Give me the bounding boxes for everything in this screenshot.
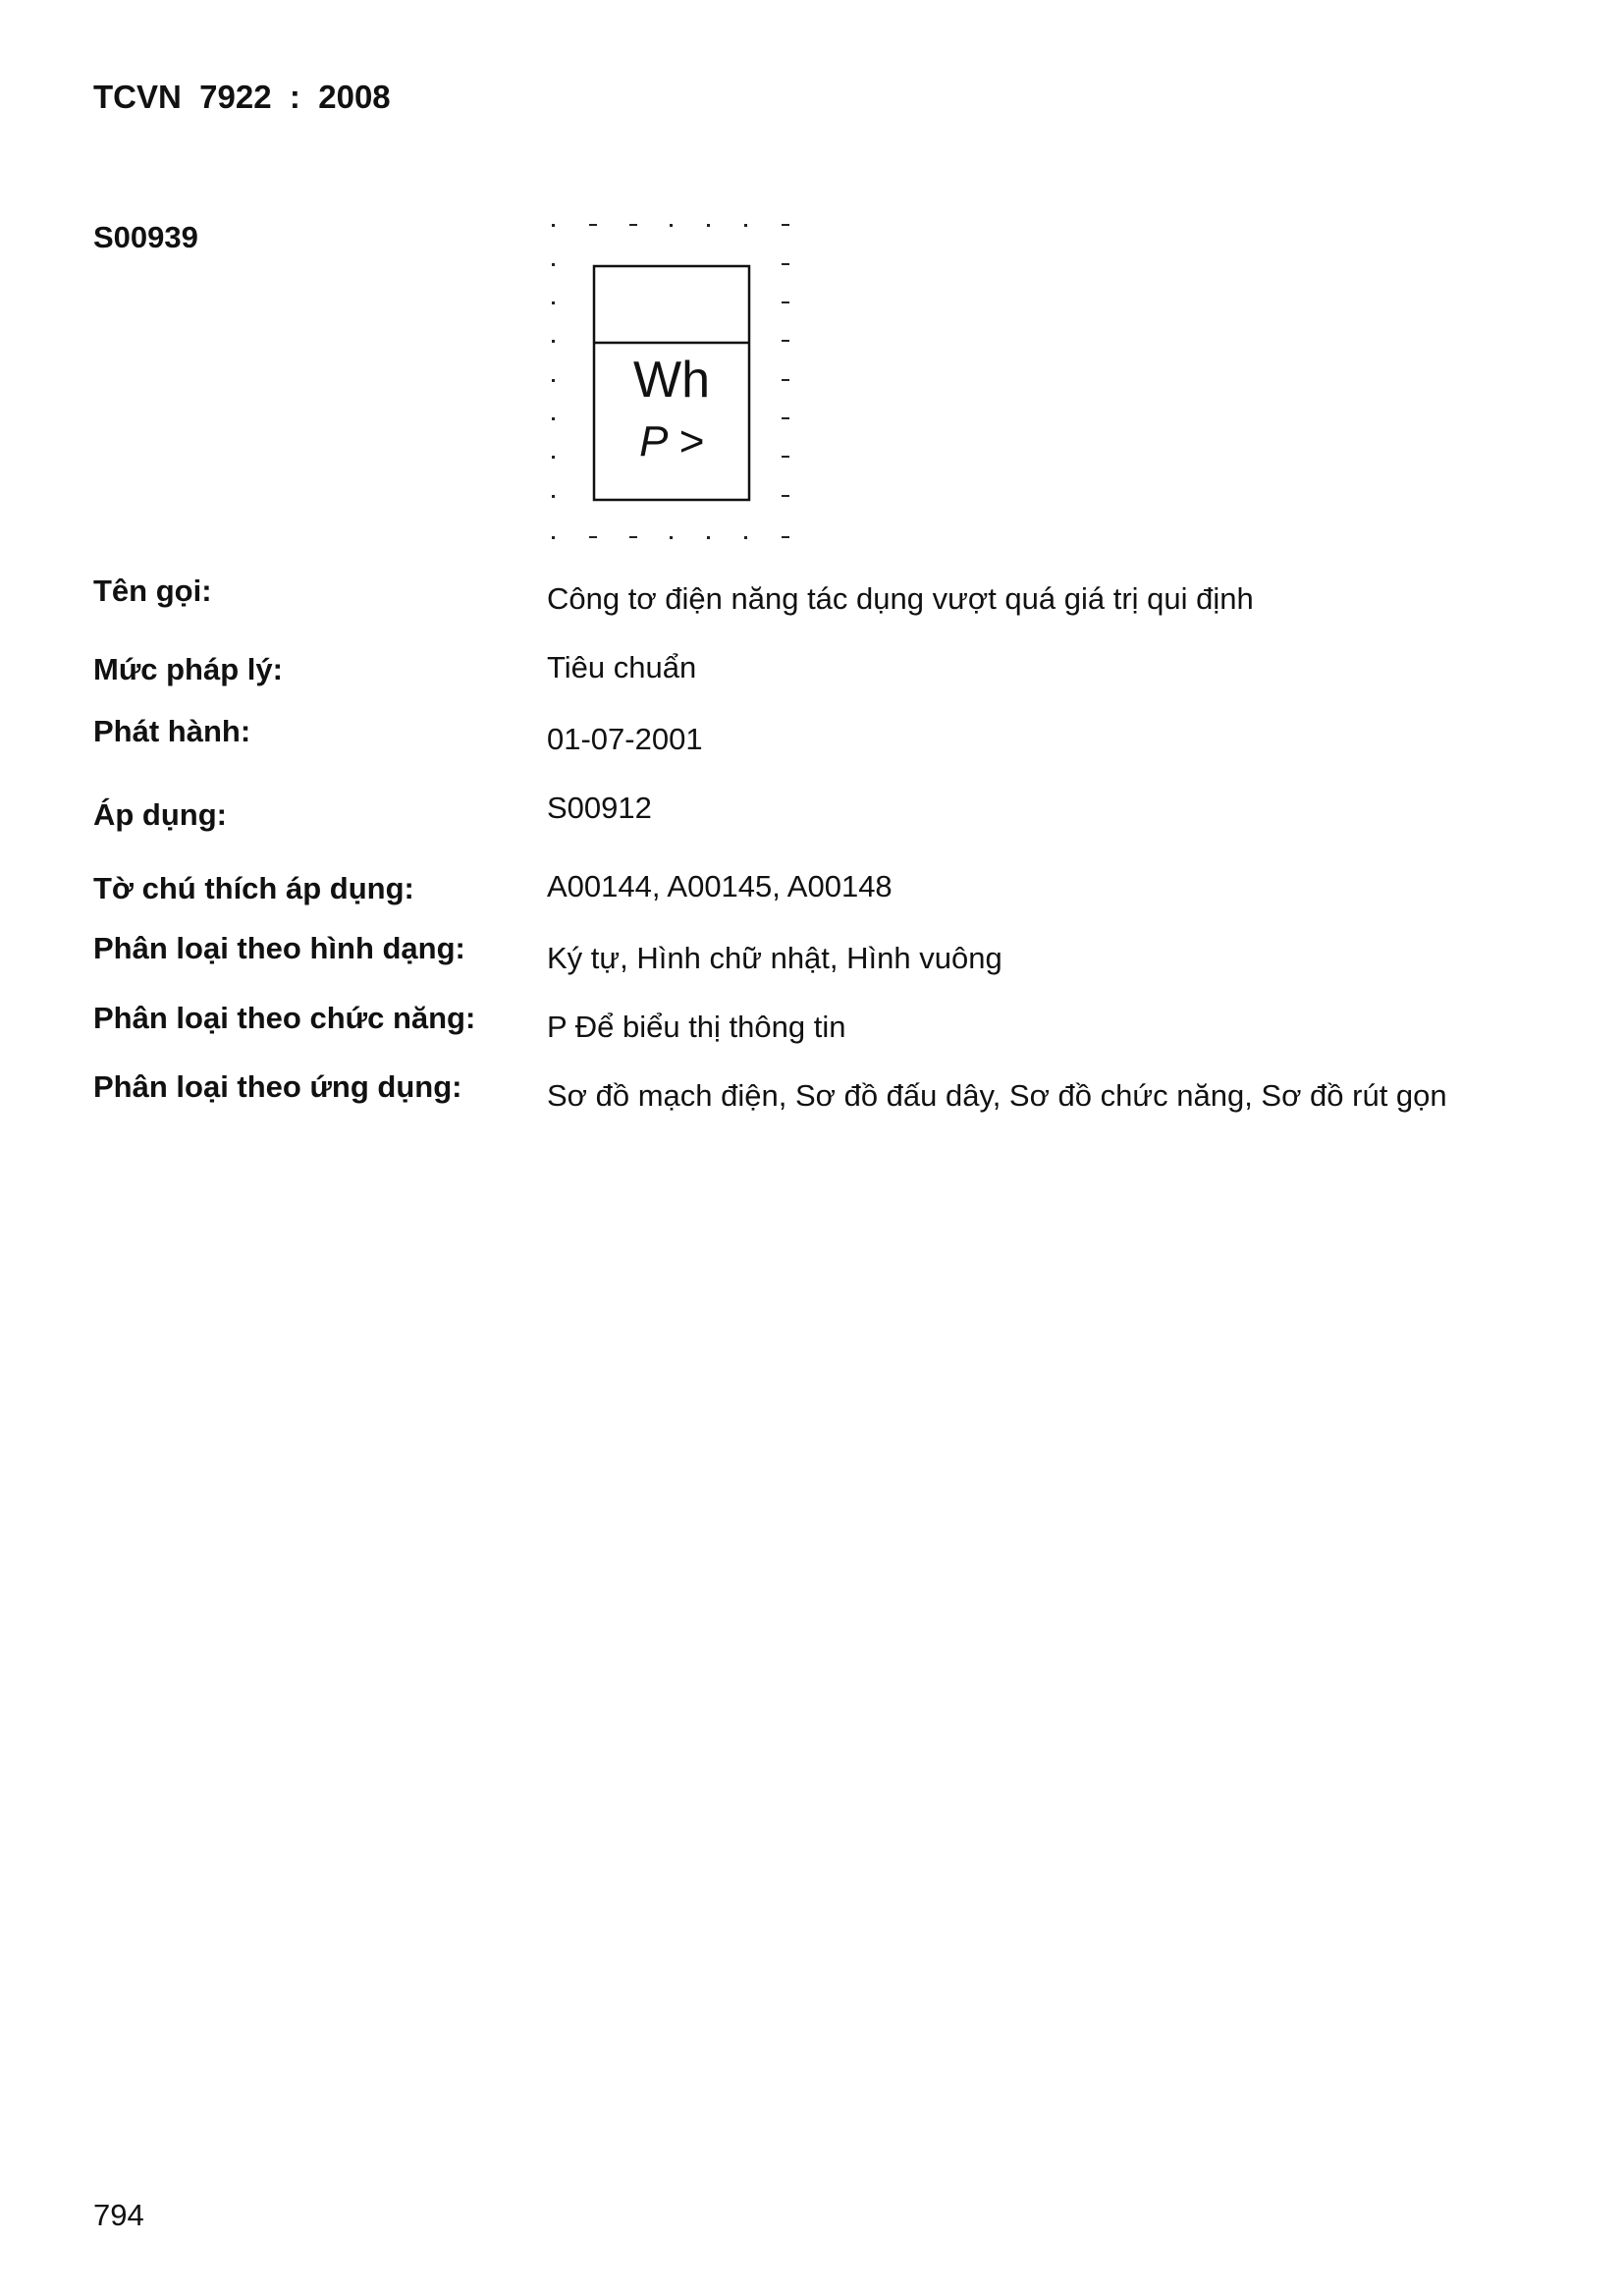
field-label: Tờ chú thích áp dụng: — [93, 871, 414, 905]
field-value: A00144, A00145, A00148 — [547, 869, 893, 903]
meter-unit-label: Wh — [633, 352, 710, 409]
field-value: 01-07-2001 — [547, 722, 703, 756]
meter-power-label: P > — [639, 417, 704, 465]
field-label: Áp dụng: — [93, 797, 228, 832]
field-value: Ký tự, Hình chữ nhật, Hình vuông — [547, 941, 1002, 975]
field-value: Tiêu chuẩn — [547, 650, 697, 684]
field-label: Phân loại theo chức năng: — [93, 1001, 476, 1035]
document-header: TCVN 7922 : 2008 — [93, 79, 391, 115]
field-value: Sơ đồ mạch điện, Sơ đồ đấu dây, Sơ đồ chức năng, Sơ đồ rút gọn — [547, 1078, 1447, 1113]
field-label: Phát hành: — [93, 714, 251, 748]
field-value: S00912 — [547, 791, 652, 825]
symbol-code: S00939 — [93, 220, 198, 254]
page-number: 794 — [93, 2198, 144, 2232]
field-value: Công tơ điện năng tác dụng vượt quá giá trị qui định — [547, 581, 1254, 616]
field-label: Tên gọi: — [93, 574, 212, 608]
field-value: P Để biểu thị thông tin — [547, 1010, 846, 1044]
field-label: Phân loại theo hình dạng: — [93, 931, 465, 965]
field-label: Mức pháp lý: — [93, 652, 283, 686]
field-label: Phân loại theo ứng dụng: — [93, 1069, 462, 1104]
meter-symbol-diagram — [538, 212, 803, 551]
